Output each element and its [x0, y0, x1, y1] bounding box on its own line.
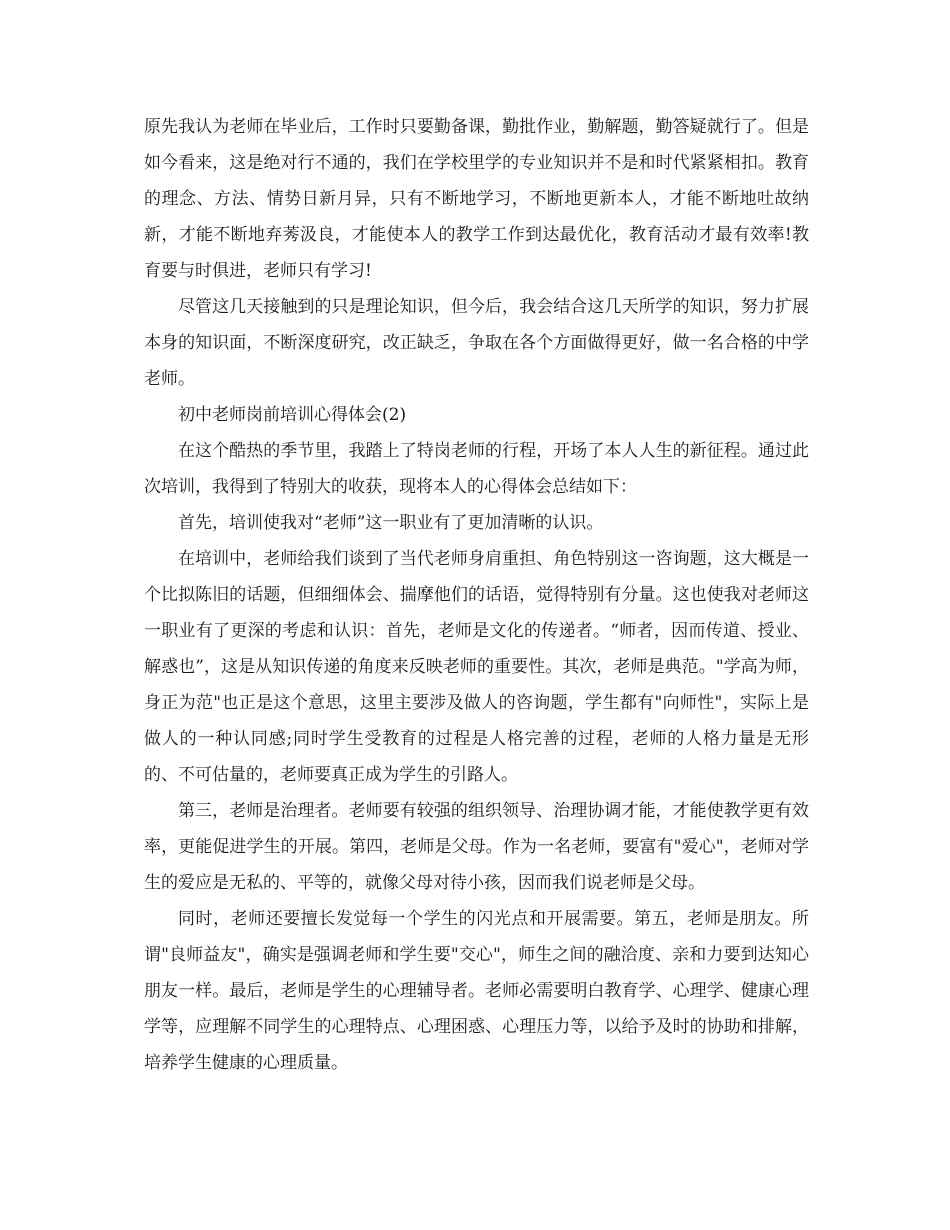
paragraph-3: 在这个酷热的季节里，我踏上了特岗老师的行程，开场了本人人生的新征程。通过此次培训，我得到了特别大的收获，现将本人的心得体会总结如下： — [144, 441, 809, 497]
paragraph-1: 原先我认为老师在毕业后，工作时只要勤备课，勤批作业，勤解题，勤答疑就行了。但是如今看来，这是绝对行不通的，我们在学校里学的专业知识并不是和时代紧紧相扣。教育的理念、方法、情势日新月异，只有不断地学习，不断地更新本人，才能不断地吐故纳新，才能不断地弃莠汲良，才能使本人的教学工作到达最优化，教育活动才最有效率!教育要与时俱进，老师只有学习! — [144, 117, 809, 281]
section-heading: 初中老师岗前培训心得体会(2) — [178, 405, 407, 425]
paragraph-2: 尽管这几天接触到的只是理论知识，但今后，我会结合这几天所学的知识，努力扩展本身的知识面，不断深度研究，改正缺乏，争取在各个方面做得更好，做一名合格的中学老师。 — [144, 297, 809, 389]
paragraph-7: 同时，老师还要擅长发觉每一个学生的闪光点和开展需要。第五，老师是朋友。所谓"良师益友"，确实是强调老师和学生要"交心"，师生之间的融洽度、亲和力要到达知心朋友一样。最后，老师是学生的心理辅导者。老师必需要明白教育学、心理学、健康心理学等，应理解不同学生的心理特点、心理困惑、心理压力等，以给予及时的协助和排解，培养学生健康的心理质量。 — [144, 909, 809, 1073]
paragraph-5: 在培训中，老师给我们谈到了当代老师身肩重担、角色特别这一咨询题，这大概是一个比拟陈旧的话题，但细细体会、揣摩他们的话语，觉得特别有分量。这也使我对老师这一职业有了更深的考虑和认识：首先，老师是文化的传递者。“师者，因而传道、授业、解惑也”，这是从知识传递的角度来反映老师的重要性。其次，老师是典范。"学高为师，身正为范"也正是这个意思，这里主要涉及做人的咨询题，学生都有"向师性"，实际上是做人的一种认同感;同时学生受教育的过程是人格完善的过程，老师的人格力量是无形的、不可估量的，老师要真正成为学生的引路人。 — [144, 549, 809, 785]
document-body — [144, 109, 809, 1081]
paragraph-6: 第三，老师是治理者。老师要有较强的组织领导、治理协调才能，才能使教学更有效率，更能促进学生的开展。第四，老师是父母。作为一名老师，要富有"爱心"，老师对学生的爱应是无私的、平等的，就像父母对待小孩，因而我们说老师是父母。 — [144, 801, 809, 893]
paragraph-4: 首先，培训使我对“老师”这一职业有了更加清晰的认识。 — [178, 513, 604, 533]
